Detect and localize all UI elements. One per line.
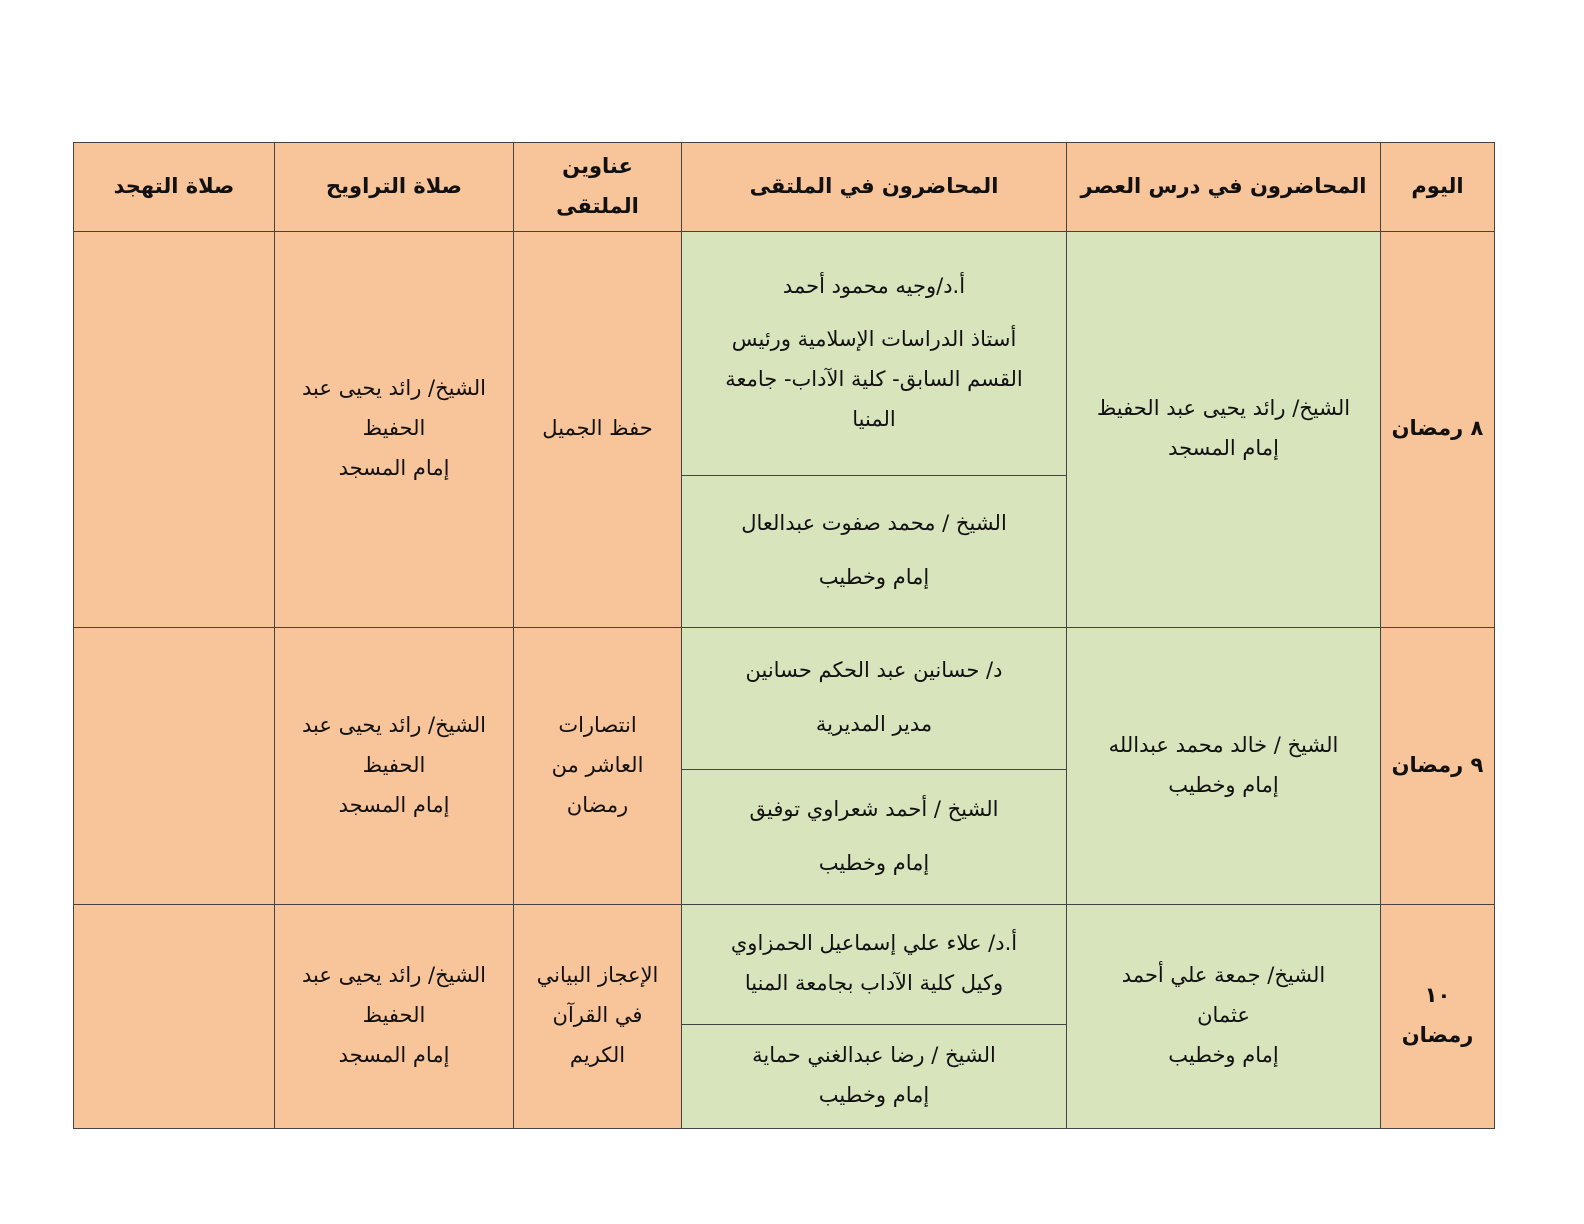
tahajjud-cell <box>74 904 275 1128</box>
header-forum-titles: عناوين الملتقى <box>514 143 682 232</box>
asr-lecturer-cell <box>1067 627 1381 904</box>
forum-lecturer-name: الشيخ / أحمد شعراوي توفيق <box>749 796 999 821</box>
asr-lecturer-role: إمام وخطيب <box>1168 1043 1279 1068</box>
forum-lecturer-role: إمام وخطيب <box>818 1083 930 1108</box>
forum-title-cell <box>514 231 682 627</box>
asr-lecturer-name: الشيخ/ رائد يحيى عبد الحفيظ <box>1096 396 1351 421</box>
forum-lecturer-cell <box>682 1024 1067 1128</box>
asr-lecturer-cell <box>1067 904 1381 1128</box>
forum-lecturer-role: أستاذ الدراسات الإسلامية ورئيس <box>731 327 1017 352</box>
taraweeh-cell <box>275 904 514 1128</box>
header-taraweeh: صلاة التراويح <box>275 143 514 232</box>
forum-lecturer-role: إمام وخطيب <box>818 565 930 590</box>
forum-lecturer-role: القسم السابق- كلية الآداب- جامعة <box>725 367 1023 392</box>
forum-lecturer-role: إمام وخطيب <box>818 850 930 875</box>
forum-lecturer-cell <box>682 475 1067 627</box>
day-cell <box>1381 904 1495 1128</box>
forum-lecturer-name: أ.د/ علاء علي إسماعيل الحمزاوي <box>730 931 1018 956</box>
header-forum-lecturers: المحاضرون في الملتقى <box>682 143 1067 232</box>
forum-lecturer-role: وكيل كلية الآداب بجامعة المنيا <box>744 971 1004 996</box>
forum-title: الإعجاز البياني <box>536 963 659 988</box>
forum-lecturer-role: المنيا <box>852 407 896 432</box>
asr-lecturer-role: إمام المسجد <box>1168 436 1279 461</box>
header-day: اليوم <box>1381 143 1495 232</box>
forum-lecturer-name: الشيخ / رضا عبدالغني حماية <box>752 1043 996 1068</box>
forum-lecturer-name: الشيخ / محمد صفوت عبدالعال <box>741 511 1007 536</box>
forum-lecturer-cell <box>682 904 1067 1024</box>
forum-title: حفظ الجميل <box>542 416 653 441</box>
forum-title-cell <box>514 904 682 1128</box>
asr-lecturer-name: الشيخ/ جمعة علي أحمد <box>1121 963 1326 988</box>
header-asr-lecturers: المحاضرون في درس العصر <box>1067 143 1381 232</box>
header-tahajjud: صلاة التهجد <box>74 143 275 232</box>
forum-lecturer-role: مدير المديرية <box>815 712 933 737</box>
taraweeh-imam: الحفيظ <box>362 752 426 777</box>
taraweeh-role: إمام المسجد <box>338 456 450 481</box>
taraweeh-imam: الشيخ/ رائد يحيى عبد <box>302 376 486 401</box>
forum-title-cell <box>514 627 682 904</box>
forum-title: الكريم <box>569 1043 626 1068</box>
forum-lecturer-cell <box>682 627 1067 769</box>
forum-lecturer-name: أ.د/وجيه محمود أحمد <box>782 273 966 298</box>
day-number: ١٠ <box>1424 983 1451 1008</box>
taraweeh-role: إمام المسجد <box>338 1043 450 1068</box>
taraweeh-imam: الحفيظ <box>362 416 426 441</box>
tahajjud-cell <box>74 627 275 904</box>
forum-title: في القرآن <box>552 1003 643 1028</box>
asr-lecturer-name: عثمان <box>1197 1003 1250 1028</box>
asr-lecturer-name: الشيخ / خالد محمد عبدالله <box>1108 732 1339 757</box>
taraweeh-cell <box>275 627 514 904</box>
taraweeh-imam: الحفيظ <box>362 1003 426 1028</box>
day-cell: ٨ رمضان <box>1381 231 1495 627</box>
forum-title: انتصارات <box>558 712 637 737</box>
asr-lecturer-cell <box>1067 231 1381 627</box>
forum-lecturer-cell <box>682 769 1067 904</box>
forum-title: العاشر من <box>551 752 644 777</box>
day-cell: ٩ رمضان <box>1381 627 1495 904</box>
forum-title: رمضان <box>566 792 629 817</box>
day-month: رمضان <box>1401 1023 1474 1048</box>
asr-lecturer-role: إمام وخطيب <box>1168 772 1279 797</box>
taraweeh-role: إمام المسجد <box>338 792 450 817</box>
taraweeh-cell <box>275 231 514 627</box>
schedule-table <box>73 142 1495 1129</box>
forum-lecturer-cell <box>682 231 1067 475</box>
forum-lecturer-name: د/ حسانين عبد الحكم حسانين <box>745 658 1003 683</box>
tahajjud-cell <box>74 231 275 627</box>
taraweeh-imam: الشيخ/ رائد يحيى عبد <box>302 712 486 737</box>
taraweeh-imam: الشيخ/ رائد يحيى عبد <box>302 963 486 988</box>
